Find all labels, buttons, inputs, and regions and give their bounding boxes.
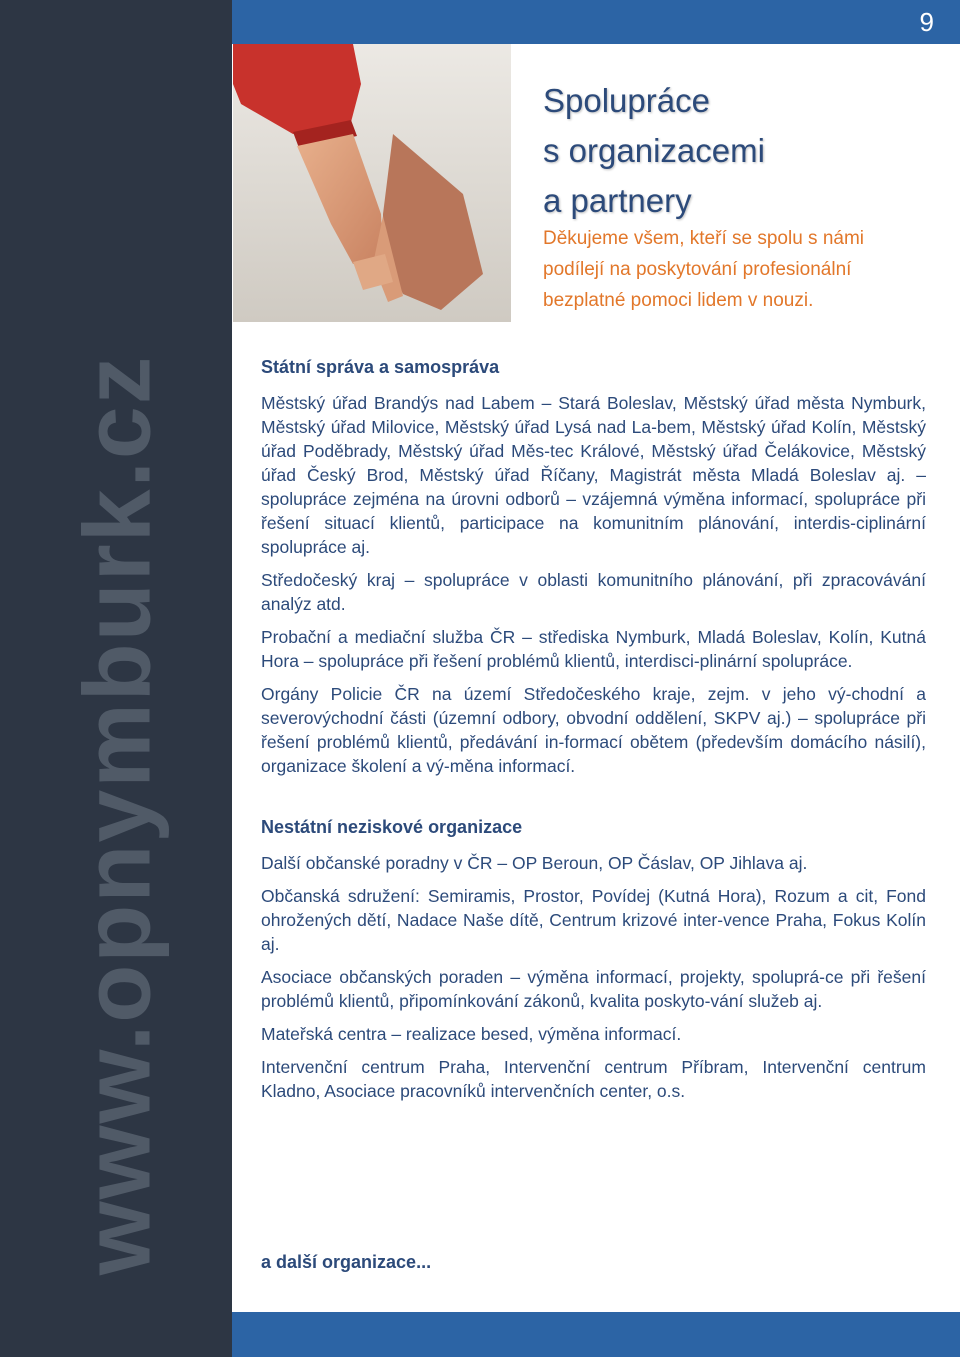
top-bar [232,0,960,44]
paragraph: Mateřská centra – realizace besed, výměna informací. [261,1024,682,1044]
main-content [261,355,926,1112]
page-number: 9 [919,7,934,37]
title-line: Spolupráce [543,82,710,119]
paragraph: Intervenční centrum Praha, Intervenční centrum Příbram, Intervenční centrum Kladno, Asociace pracovníků intervenčních center, o.s. [261,1057,926,1101]
more-organizations: a další organizace... [261,1252,432,1272]
section-title-ngos: Nestátní neziskové organizace [261,817,523,837]
sidebar [0,0,232,1357]
paragraph: Orgány Policie ČR na území Středočeského kraje, zejm. v jeho vý-chodní a severovýchodní části (územní odbory, obvodní oddělení, SKPV aj.) – spolupráce při řešení problémů klientů, předávání in-formací obětem (především domácího násilí), organizace školení a vý-měna informací. [261,684,926,776]
paragraph: Další občanské poradny v ČR – OP Beroun, OP Čáslav, OP Jihlava aj. [261,853,808,873]
website-url: www.opnymburk.cz [64,354,171,1276]
paragraph: Probační a mediační služba ČR – střediska Nymburk, Mladá Boleslav, Kolín, Kutná Hora – spolupráce při řešení problémů klientů, interdisci-plinární spolupráce. [261,627,926,671]
hands-photo [233,44,511,322]
paragraph: Občanská sdružení: Semiramis, Prostor, Povídej (Kutná Hora), Rozum a cit, Fond ohrožených dětí, Nadace Naše dítě, Centrum krizové inter-vence Praha, Fokus Kolín aj. [261,886,926,954]
title-line: a partnery [543,182,692,219]
title-line: s organizacemi [543,132,765,169]
paragraph: Městský úřad Brandýs nad Labem – Stará Boleslav, Městský úřad města Nymburk, Městský úřad Milovice, Městský úřad Lysá nad La-bem, Městský úřad Kolín, Městský úřad Poděbrady, Městský úřad Měs-tec Králové, Městský úřad Čelákovice, Městský úřad Český Brod, Městský úřad Říčany, Magistrát města Mladá Boleslav aj. – spolupráce zejména na úrovni odborů – vzájemná výměna informací, spolupráce při řešení situací klientů, participace na komunitním plánování, interdis-ciplinární spolupráce aj. [261,393,926,557]
bottom-bar [232,1312,960,1357]
paragraph: Asociace občanských poraden – výměna informací, projekty, spoluprá-ce při řešení problémů klientů, připomínkování zákonů, kvalita poskyto-vání služeb aj. [261,967,926,1011]
section-title-state-administration: Státní správa a samospráva [261,357,500,377]
subtitle: Děkujeme všem, kteří se spolu s námi podílejí na poskytování profesionální bezplatné pomoci lidem v nouzi. [543,228,865,311]
paragraph: Středočeský kraj – spolupráce v oblasti komunitního plánování, při zpracovávání analýz atd. [261,570,926,614]
page-title [543,76,765,226]
